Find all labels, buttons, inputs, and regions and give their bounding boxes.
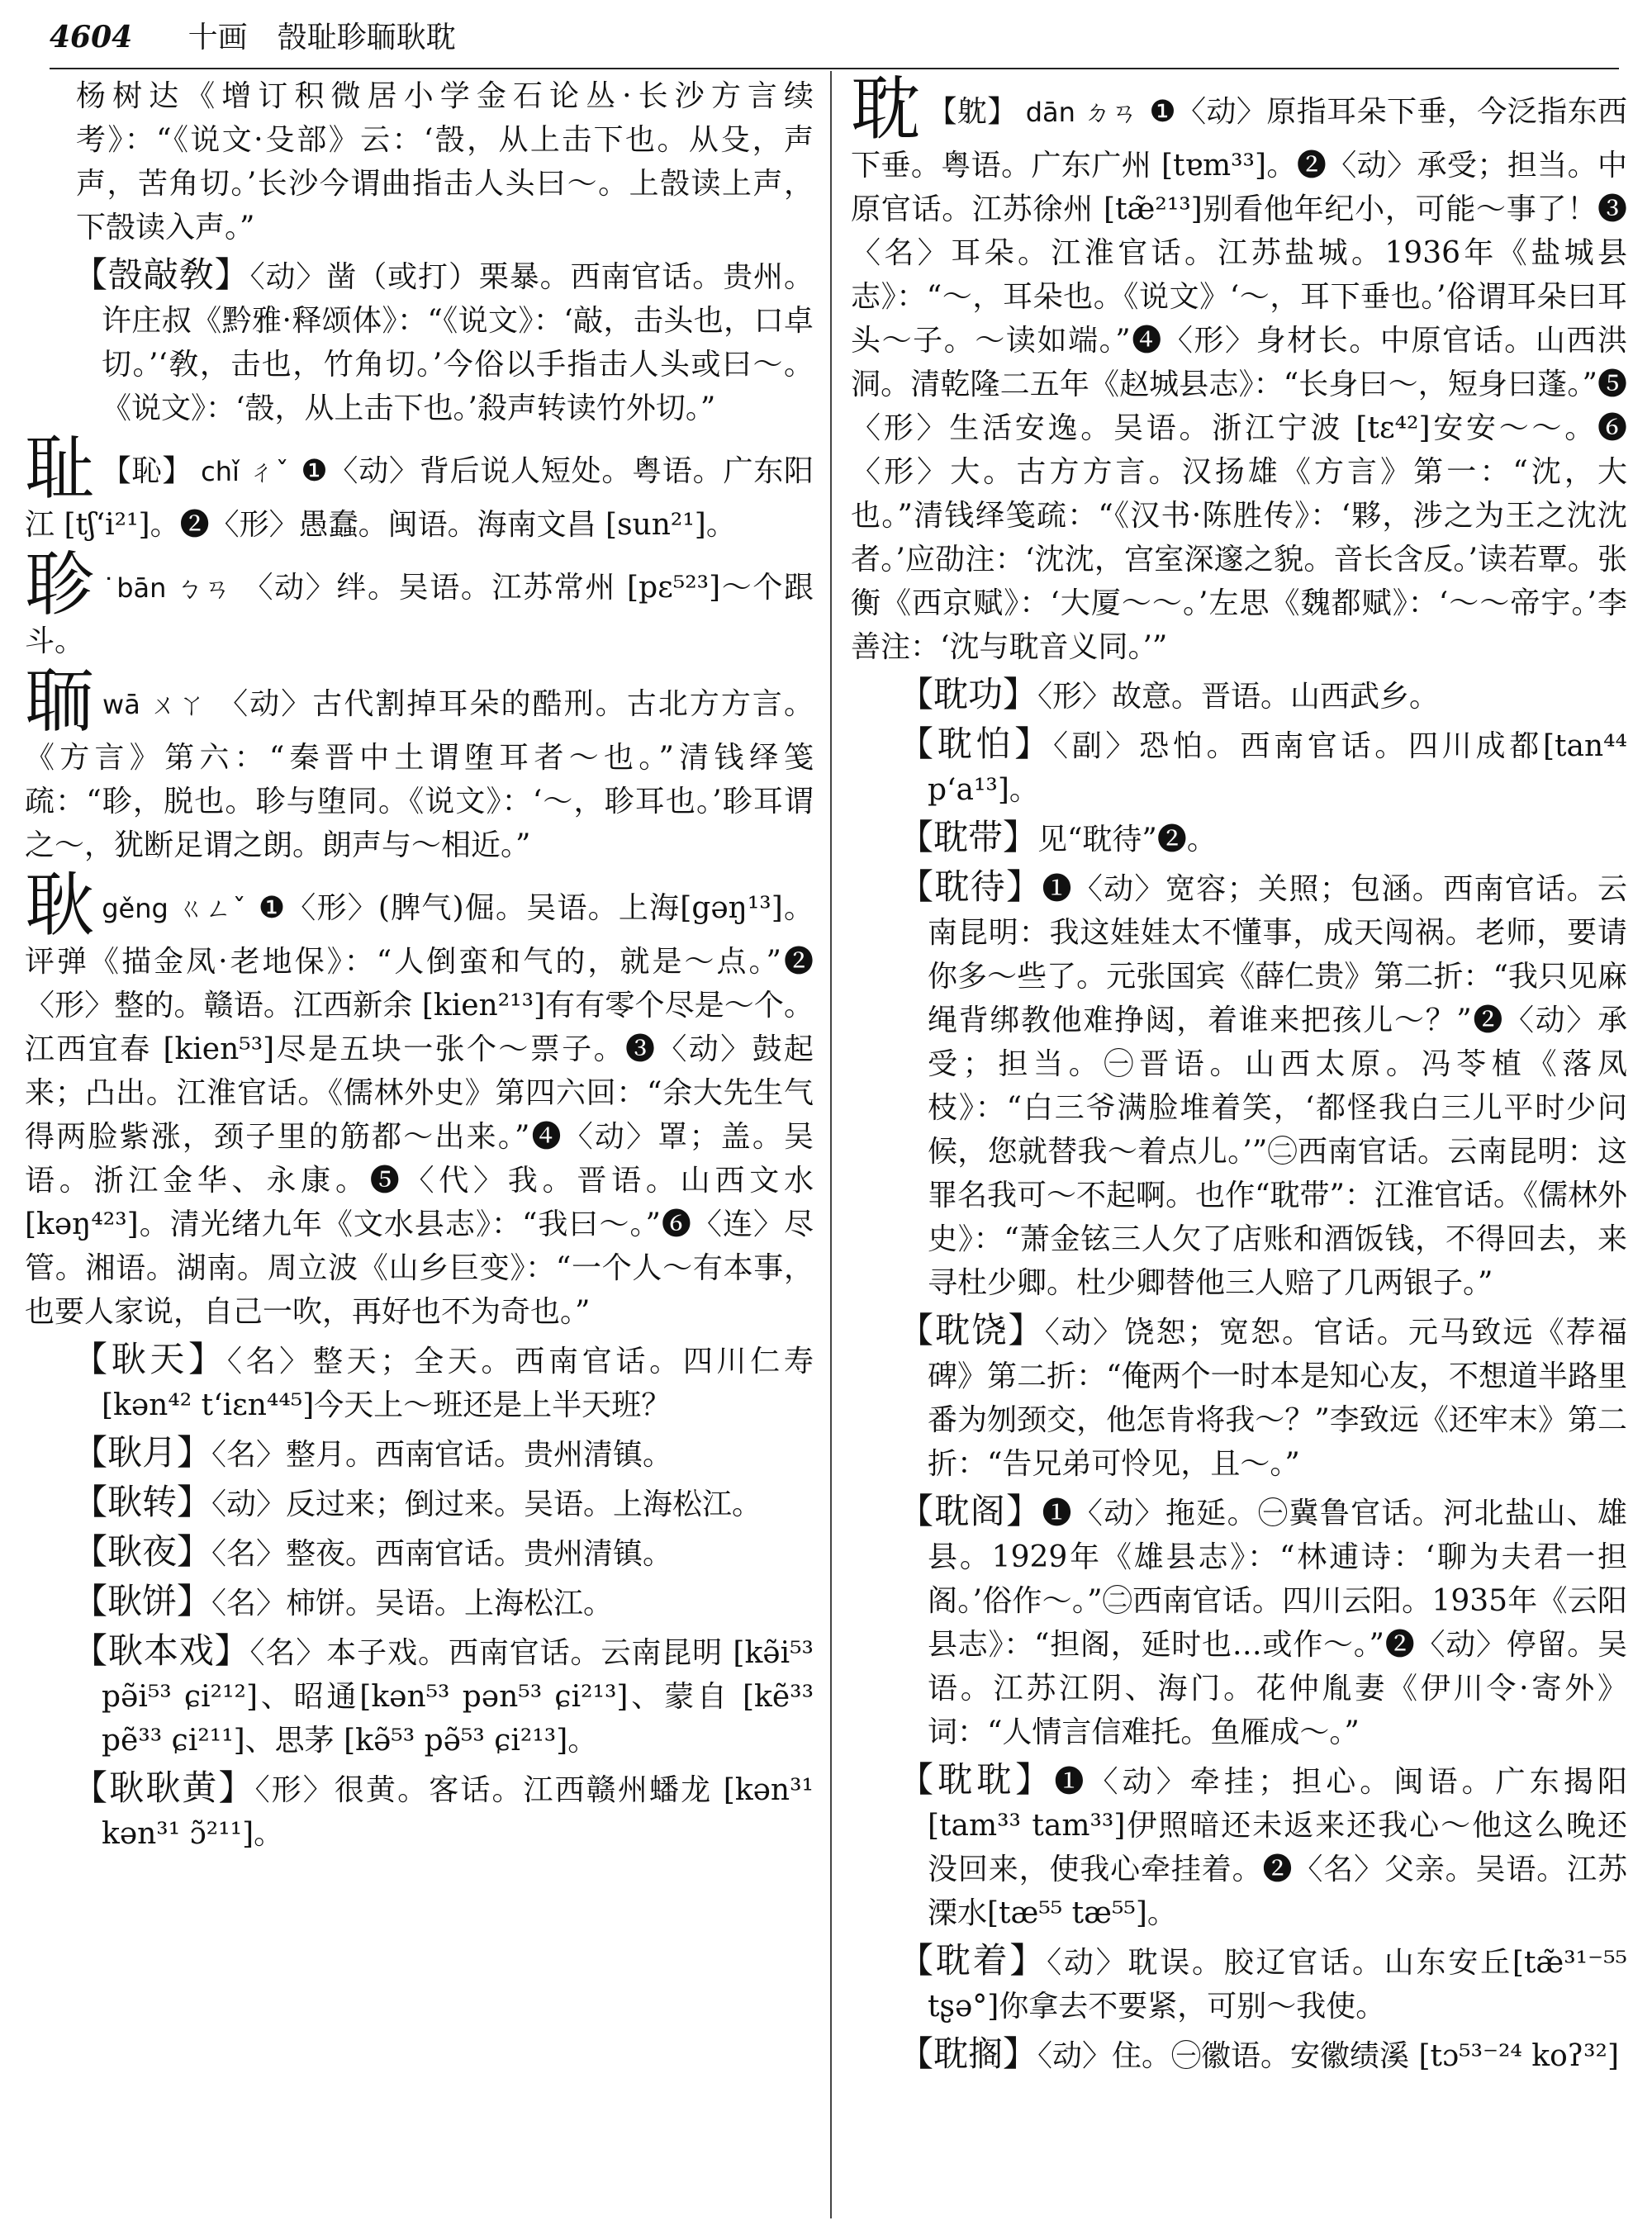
sub-headword: 【耿天】	[73, 1339, 227, 1379]
sub-headword: 【耽待】	[899, 866, 1042, 907]
headword-character: 聏	[25, 661, 97, 742]
entry-text: 〈动〉绊。吴语。江苏常州 [pɛ⁵²³]～个跟斗。	[25, 571, 814, 658]
sub-entry	[25, 1766, 814, 1856]
sub-headword: 【耽功】	[899, 674, 1038, 714]
sub-entry	[851, 1308, 1627, 1486]
sub-headword: 【耿耿黄】	[73, 1767, 255, 1808]
sub-entry	[25, 1629, 814, 1763]
sub-headword: 【耽饶】	[899, 1310, 1045, 1350]
header-characters: 嗀耻聄聏耿耽	[277, 21, 456, 55]
variant-form: 【躭】	[927, 95, 1018, 129]
sub-entry	[25, 1431, 814, 1477]
sub-entry	[851, 1489, 1627, 1754]
sub-headword: 【耿转】	[73, 1482, 212, 1522]
entry-text: ❶〈形〉(脾气)倔。吴语。上海[gəŋ¹³]。评弹《描金凤·老地保》：“人倒蛮和气的，就是～点。”❷〈形〉整的。赣语。江西新余 [kien²¹³]有有零个尽是～个。江西宜春 [kien⁵³]尽是五块一张个～票子。❸〈动〉鼓起来；凸出。江淮官话。《儒林外史》第四六回：“余大先生气得两脸紫涨，颈子里的筋都～出来。”❹〈动〉罩；盖。吴语。浙江金华、永康。❺〈代〉我。晋语。山西文水 [kəŋ⁴²³]。清光绪九年《文水县志》：“我曰～。”❻〈连〉尽管。湘语。湖南。周立波《山乡巨变》：“一个人～有本事，也要人家说，自己一吹，再好也不为奇也。”	[25, 891, 814, 1329]
entry-text: 〈动〉饶恕；宽恕。官话。元马致远《荐福碑》第二折：“俺两个一时本是知心友，不想道半路里番为刎颈交，他怎肯将我～？”李致远《还牢末》第二折：“告兄弟可怜见，且～。”	[928, 1316, 1627, 1481]
headword-entry	[25, 661, 814, 867]
entry-text: 见“耽待”❷。	[1037, 823, 1217, 856]
headword-entry	[25, 865, 814, 1334]
headword-character: 耽	[851, 74, 921, 149]
headword-character: 耻	[25, 428, 95, 509]
sub-entry	[25, 1530, 814, 1576]
entry-text: 〈动〉古代割掉耳朵的酷刑。古北方方言。《方言》第六：“秦晋中土谓堕耳者～也。”清钱绎笺疏：“聄，脱也。聄与堕同。《说文》：‘～，聄耳也。’聄耳谓之～，犹断足谓之朗。朗声与～相近。”	[25, 687, 814, 862]
sub-headword: 【耽耽】	[899, 1759, 1055, 1800]
sub-entry	[851, 672, 1627, 719]
sub-entry	[851, 865, 1627, 1305]
headword-entry	[25, 544, 814, 663]
sub-entry	[25, 1579, 814, 1625]
page-number: 4604	[50, 20, 133, 55]
sub-entry	[851, 1938, 1627, 2028]
headword-character: 聄	[25, 544, 96, 625]
entry-text: 〈名〉整天；全天。西南官话。四川仁寿[kən⁴² tʻiɛn⁴⁴⁵]今天上～班还是上半天班？	[102, 1345, 814, 1422]
entry-text: 〈名〉柿饼。吴语。上海松江。	[211, 1587, 614, 1620]
column-divider	[830, 71, 832, 2218]
headword-entry	[851, 74, 1627, 669]
sub-headword: 【耿本戏】	[73, 1630, 250, 1671]
entry-text: ❶〈动〉宽容；关照；包涵。西南官话。云南昆明：我这娃娃太不懂事，成天闯祸。老师，要请你多～些了。元张国宾《薛仁贵》第二折：“我只见麻绳背绑教他难挣闼，着谁来把孩儿～？”❷〈动〉承受；担当。㊀晋语。山西太原。冯苓植《落凤枝》：“白三爷满脸堆着笑，‘都怪我白三儿平时少问候，您就替我～着点儿。’”㊁西南官话。云南昆明：这罪名我可～不起啊。也作“耽带”：江淮官话。《儒林外史》：“萧金铉三人欠了店账和酒饭钱，不得回去，来寻杜少卿。杜少卿替他三人赔了几两银子。”	[928, 872, 1627, 1300]
sub-entry	[851, 1758, 1627, 1935]
sub-entry	[851, 2032, 1627, 2078]
entry-text: 〈副〉恐怕。西南官话。四川成都[tan⁴⁴ pʻa¹³]。	[928, 729, 1627, 807]
headword-character: 耿	[25, 865, 96, 946]
sub-headword: 【嗀敲敎】	[73, 254, 250, 295]
entry-text: ❶〈动〉牵挂；担心。闽语。广东揭阳 [tam³³ tam³³]伊照暗还未返来还我心～他这么晚还没回来，使我心牵挂着。❷〈名〉父亲。吴语。江苏溧水[tæ⁵⁵ tæ⁵⁵]。	[928, 1765, 1627, 1930]
entry-text: ❶〈动〉背后说人短处。粤语。广东阳江 [tʃʻi²¹]。❷〈形〉愚蠢。闽语。海南文昌 [sun²¹]。	[25, 454, 814, 542]
right-column	[851, 74, 1627, 2222]
entry-text: 〈形〉很黄。客话。江西赣州蟠龙 [kən³¹ kən³¹ ɔ̃²¹¹]。	[102, 1773, 814, 1851]
sub-entry	[25, 253, 814, 430]
sub-headword: 【耽着】	[899, 1940, 1047, 1981]
sub-headword: 【耽阁】	[899, 1491, 1042, 1531]
continued-text	[25, 74, 814, 249]
header-rule	[50, 68, 1619, 69]
pronunciation: dān ㄉㄢ	[1025, 97, 1138, 128]
sub-headword: 【耽带】	[899, 817, 1038, 857]
pronunciation: gěng ㄍㄥˇ	[102, 893, 247, 924]
stroke-count-label: 十画	[188, 21, 248, 55]
entry-text: 〈动〉耽误。胶辽官话。山东安丘[tæ̃³¹⁻⁵⁵ tʂə°]你拿去不要紧，可别～我使。	[928, 1946, 1627, 2024]
sub-headword: 【耽怕】	[899, 724, 1053, 764]
pronunciation: chǐ ㄔˇ	[201, 456, 290, 487]
left-column	[25, 74, 814, 2222]
page-header	[50, 12, 1602, 63]
entry-text: 〈名〉整月。西南官话。贵州清镇。	[211, 1438, 673, 1472]
sub-headword: 【耿夜】	[73, 1531, 212, 1572]
entry-text: 杨树达《增订积微居小学金石论丛·长沙方言续考》：“《说文·殳部》云：‘嗀，从上击下也。从殳，声声，苦角切。’长沙今谓曲指击人头曰～。上嗀读上声，下嗀读入声。”	[76, 79, 814, 244]
sub-entry	[25, 1337, 814, 1427]
variant-form: 【恥】	[101, 454, 193, 488]
pronunciation: ˙bān ㄅㄢ	[102, 572, 232, 604]
pronunciation: wā ㄨㄚ	[102, 689, 207, 720]
entry-text: 〈名〉整夜。西南官话。贵州清镇。	[211, 1537, 673, 1571]
sub-headword: 【耿饼】	[73, 1581, 212, 1621]
sub-entry	[25, 1480, 814, 1526]
entry-text: ❶〈动〉拖延。㊀冀鲁官话。河北盐山、雄县。1929年《雄县志》：“林逋诗：‘聊为夫君一担阁。’俗作～。”㊁西南官话。四川云阳。1935年《云阳县志》：“担阁，延时也…或作～。”❷〈动〉停留。吴语。江苏江阴、海门。花仲胤妻《伊川令·寄外》词：“人情言信难托。鱼雁成～。”	[928, 1497, 1627, 1749]
entry-text: 〈动〉凿（或打）栗暴。西南官话。贵州。许庄叔《黔雅·释颂体》：“《说文》：‘敲，击头也，口卓切。’‘敎，击也，竹角切。’今俗以手指击人头或曰～。《说文》：‘嗀，从上击下也。’殺声转读竹外切。”	[102, 260, 814, 425]
entry-text: ❶〈动〉原指耳朵下垂，今泛指东西下垂。粤语。广东广州 [tɐm³³]。❷〈动〉承受；担当。中原官话。江苏徐州 [tæ̃²¹³]别看他年纪小，可能～事了！❸〈名〉耳朵。江淮官话。江苏盐城。1936年《盐城县志》：“～，耳朵也。《说文》‘～，耳下垂也。’俗谓耳朵曰耳头～子。～读如端。”❹〈形〉身材长。中原官话。山西洪洞。清乾隆二五年《赵城县志》：“长身曰～，短身曰蓬。”❺〈形〉生活安逸。吴语。浙江宁波 [tɛ⁴²]安安～～。❻〈形〉大。古方方言。汉扬雄《方言》第一：“沈，大也。”清钱绎笺疏：“《汉书·陈胜传》：‘夥，涉之为王之沈沈者。’应劭注：‘沈沈，宫室深邃之貌。音长含反。’读若覃。张衡《西京赋》：‘大厦～～。’左思《魏都赋》：‘～～帝宇。’李善注：‘沈与耽音义同。’”	[851, 95, 1627, 664]
entry-text: 〈形〉故意。晋语。山西武乡。	[1037, 680, 1440, 714]
headword-entry	[25, 428, 814, 547]
sub-entry	[851, 815, 1627, 861]
sub-entry	[851, 722, 1627, 812]
sub-headword: 【耿月】	[73, 1432, 212, 1473]
entry-text: 〈名〉本子戏。西南官话。云南昆明 [kə̃i⁵³ pə̃i⁵³ ɕi²¹²]、昭通[kən⁵³ pən⁵³ ɕi²¹³]、蒙自 [kẽ³³ pẽ³³ ɕi²¹¹]、思茅 [kə̃⁵³ pə̃⁵³ ɕi²¹³]。	[102, 1636, 814, 1758]
entry-text: 〈动〉反过来；倒过来。吴语。上海松江。	[211, 1487, 762, 1521]
sub-headword: 【耽搁】	[899, 2033, 1038, 2074]
entry-text: 〈动〉住。㊀徽语。安徽绩溪 [tɔ⁵³⁻²⁴ koʔ³²]	[1037, 2039, 1620, 2073]
